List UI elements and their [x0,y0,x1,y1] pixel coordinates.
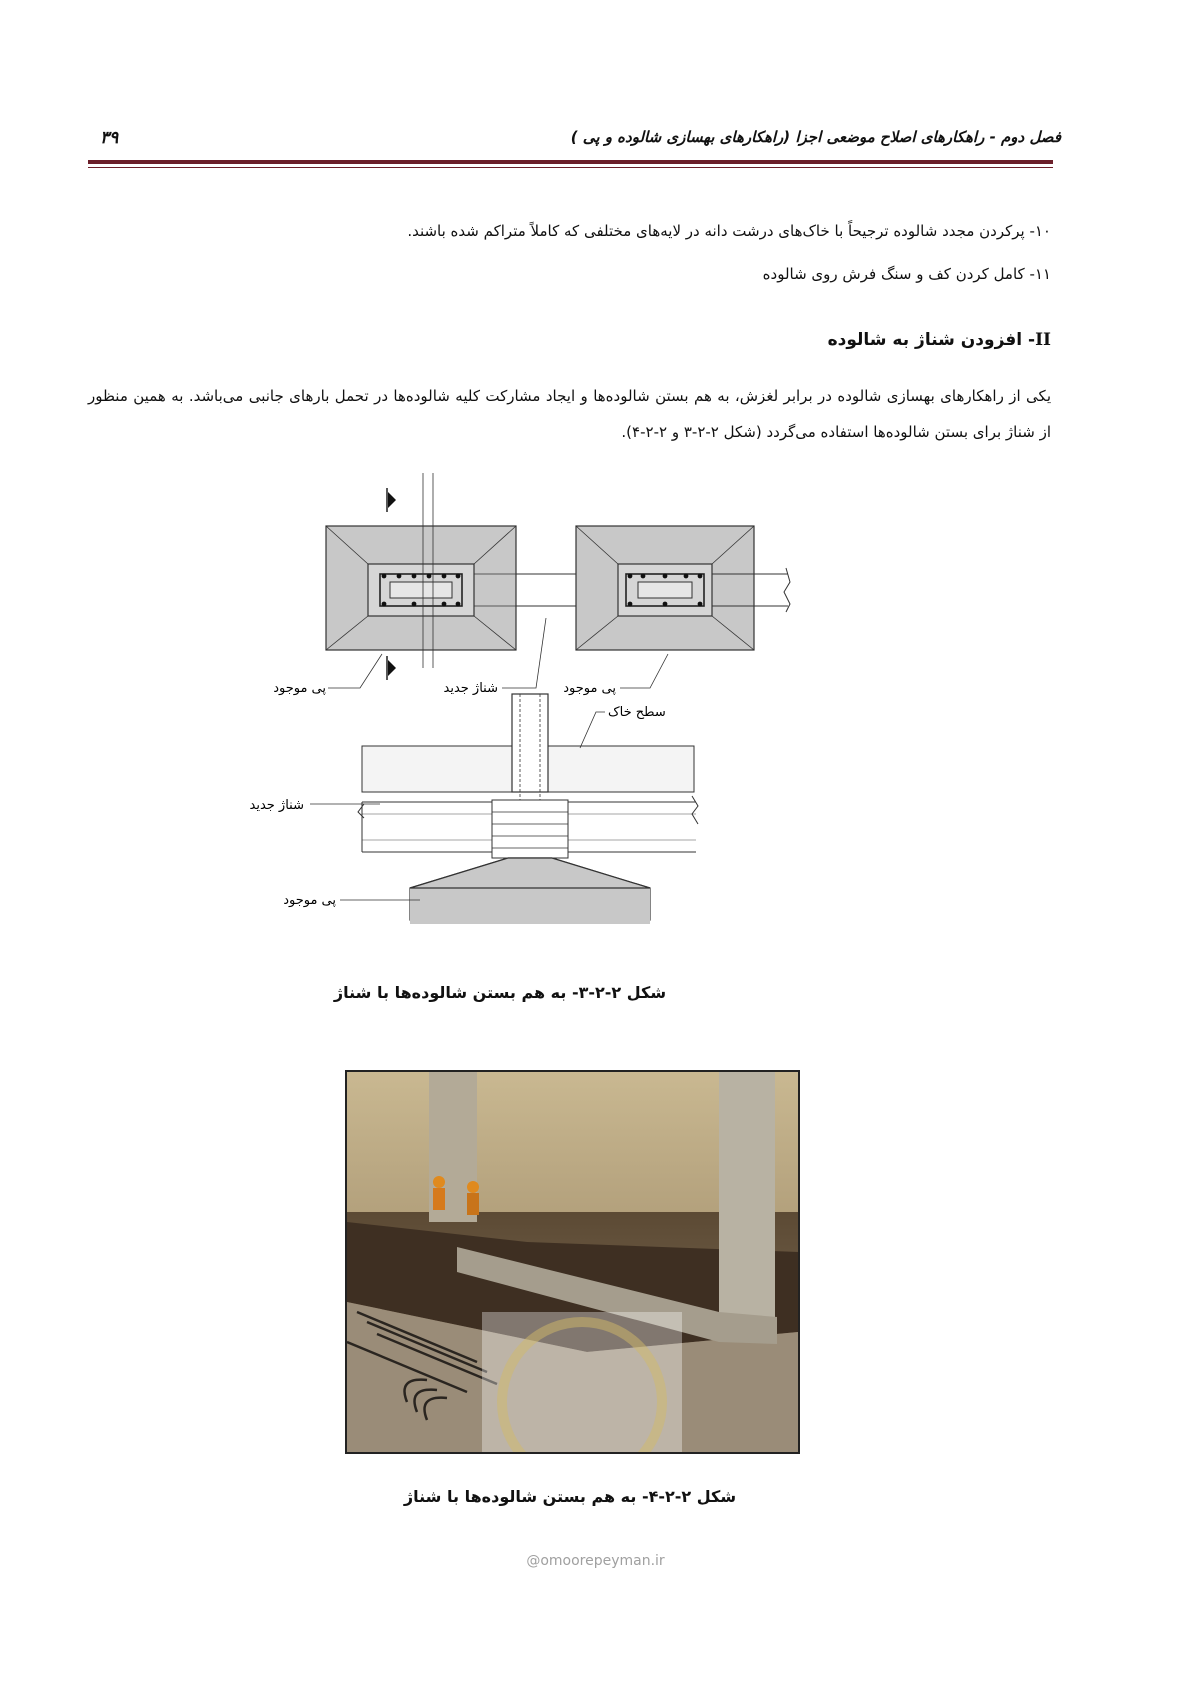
section-view [310,694,698,924]
section-numeral: II [1035,330,1051,350]
label-new-tie-beam-section: شناژ جدید [249,798,304,813]
section-title-text: - افزودن شناژ به شالوده [827,330,1036,350]
tie-beam-drawing [240,468,800,973]
label-soil-surface: سطح خاک [608,705,666,720]
running-header-title: فصل دوم - راهکارهای اصلاح موضعی اجزا (راهکارهای بهسازی شالوده و پی ) [570,128,1061,146]
list-item: ۱۰- پرکردن مجدد شالوده ترجیحاً با خاک‌های درشت دانه در لایه‌های مختلفی که کاملاً متراکم شده باشند. [407,222,1051,240]
construction-photo [345,1070,800,1454]
label-existing-footing-left: پی موجود [273,681,326,696]
section-heading [828,330,1051,350]
header-rule-thin [88,167,1053,168]
label-new-tie-beam-plan: شناژ جدید [443,681,498,696]
body-paragraph: یکی از راهکارهای بهسازی شالوده در برابر لغزش، به هم بستن شالوده‌ها و ایجاد مشارکت کلیه شالوده‌ها در تحمل بارهای جانبی می‌باشد. به همین منظور از شناژ برای بستن شالوده‌ها استفاده می‌گردد (شکل ۲-۲-۳ و ۲-۲-۴). [88,387,1051,441]
website-text: omoorepeyman.ir [540,1553,665,1569]
watermark-website [0,1553,1191,1569]
header-rule-thick [88,160,1053,164]
construction-photo-image [347,1072,798,1452]
page-number: ۳۹ [100,128,119,148]
figure-caption: شکل ۲-۲-۴- به هم بستن شالوده‌ها با شناژ [403,1487,737,1506]
figure-caption: شکل ۲-۲-۳- به هم بستن شالوده‌ها با شناژ [333,983,667,1002]
label-existing-footing-right: پی موجود [563,681,616,696]
plan-view [326,473,790,688]
at-icon: @ [526,1553,541,1569]
list-item: ۱۱- کامل کردن کف و سنگ فرش روی شالوده [762,265,1051,283]
label-existing-footing-section: پی موجود [283,893,336,908]
